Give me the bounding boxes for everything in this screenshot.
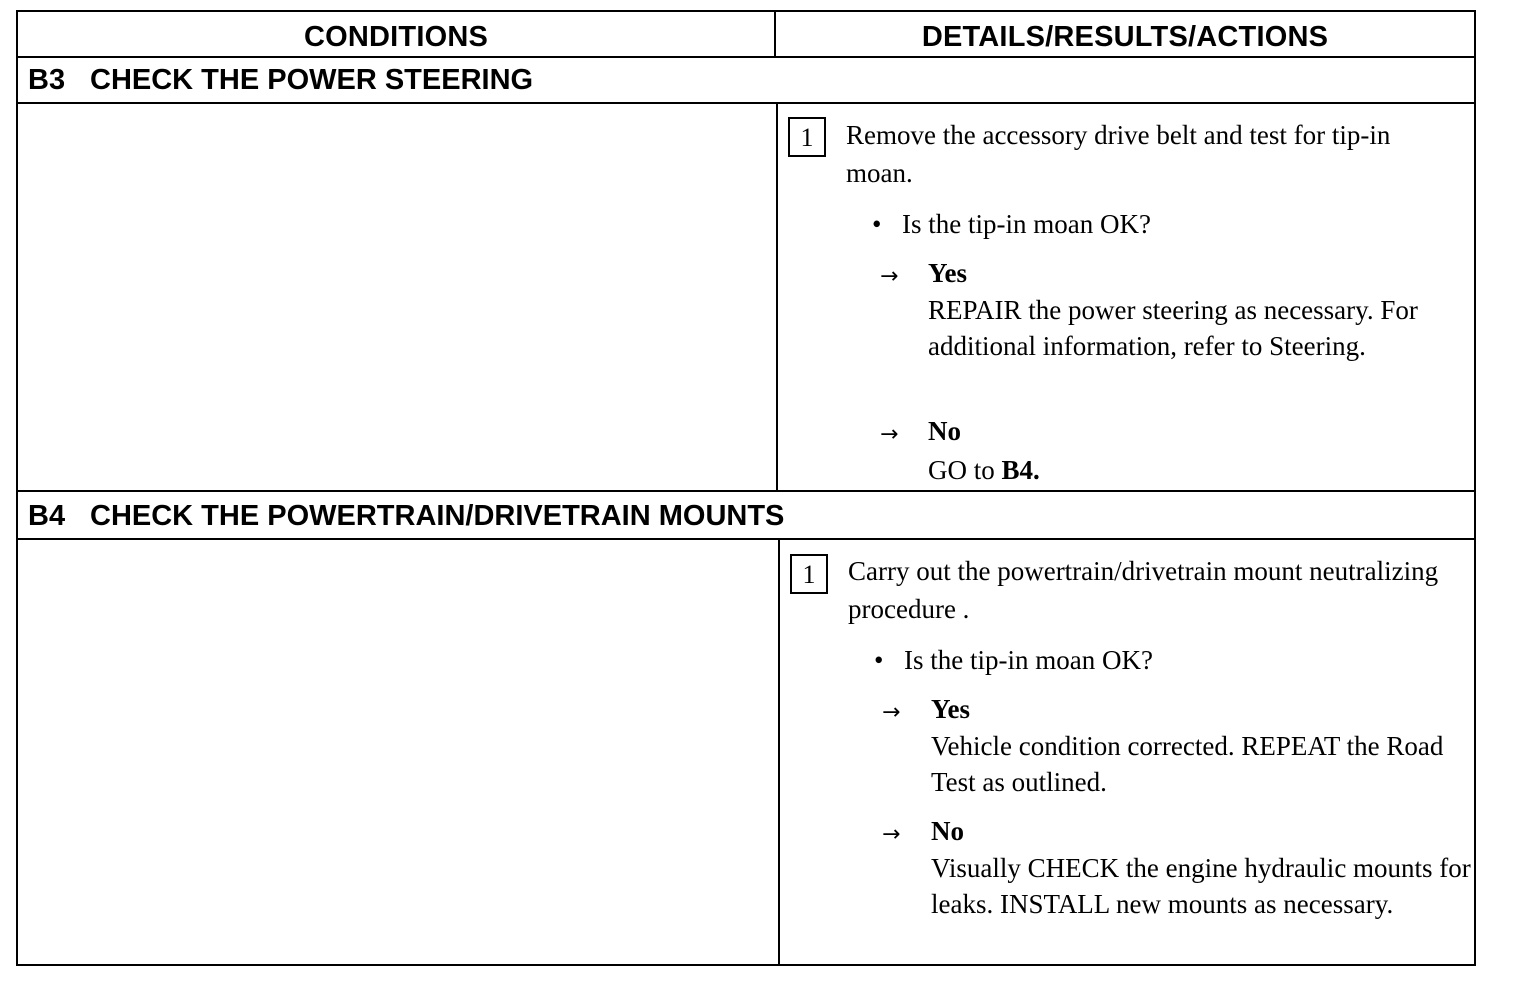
right-arrow-icon: → [880,422,899,447]
section-header-b3 [28,58,533,102]
yes-label: Yes [928,258,967,288]
question: • Is the tip-in moan OK? [874,642,1153,679]
no-label: No [931,816,964,846]
diagnostic-table [16,10,1476,966]
divider [18,538,1474,540]
section-code: B4 [28,500,66,532]
divider [18,490,1474,492]
step-number-box: 1 [788,117,826,157]
no-text: Visually CHECK the engine hydraulic mounts for leaks. INSTALL new mounts as necessary. [931,853,1471,919]
question: • Is the tip-in moan OK? [872,206,1151,243]
yes-text: Vehicle condition corrected. REPEAT the Road Test as outlined. [931,731,1444,797]
conditions-column-header: CONDITIONS [303,21,489,53]
right-arrow-icon: → [882,822,901,847]
divider [778,538,780,966]
no-text: GO to B4. [928,455,1040,485]
yes-label: Yes [931,694,970,724]
no-label: No [928,416,961,446]
bullet-icon: • [872,209,882,239]
step-text: Remove the accessory drive belt and test for tip-in moan. [846,120,1391,188]
section-header-b4 [28,494,784,538]
section-title: CHECK THE POWER STEERING [90,64,534,96]
bullet-icon: • [874,645,884,675]
divider [774,12,776,58]
divider [776,102,778,492]
step-number-box: 1 [790,554,828,594]
details-column-header: DETAILS/RESULTS/ACTIONS [921,21,1329,53]
section-link-b4[interactable]: B4. [1001,455,1040,485]
yes-text: REPAIR the power steering as necessary. For additional information, refer to Steering. [928,295,1418,361]
section-title: CHECK THE POWERTRAIN/DRIVETRAIN MOUNTS [90,500,785,532]
step-text: Carry out the powertrain/drivetrain mount neutralizing procedure . [848,556,1439,624]
divider [18,102,1474,104]
right-arrow-icon: → [882,700,901,725]
section-code: B3 [28,64,66,96]
right-arrow-icon: → [880,264,899,289]
